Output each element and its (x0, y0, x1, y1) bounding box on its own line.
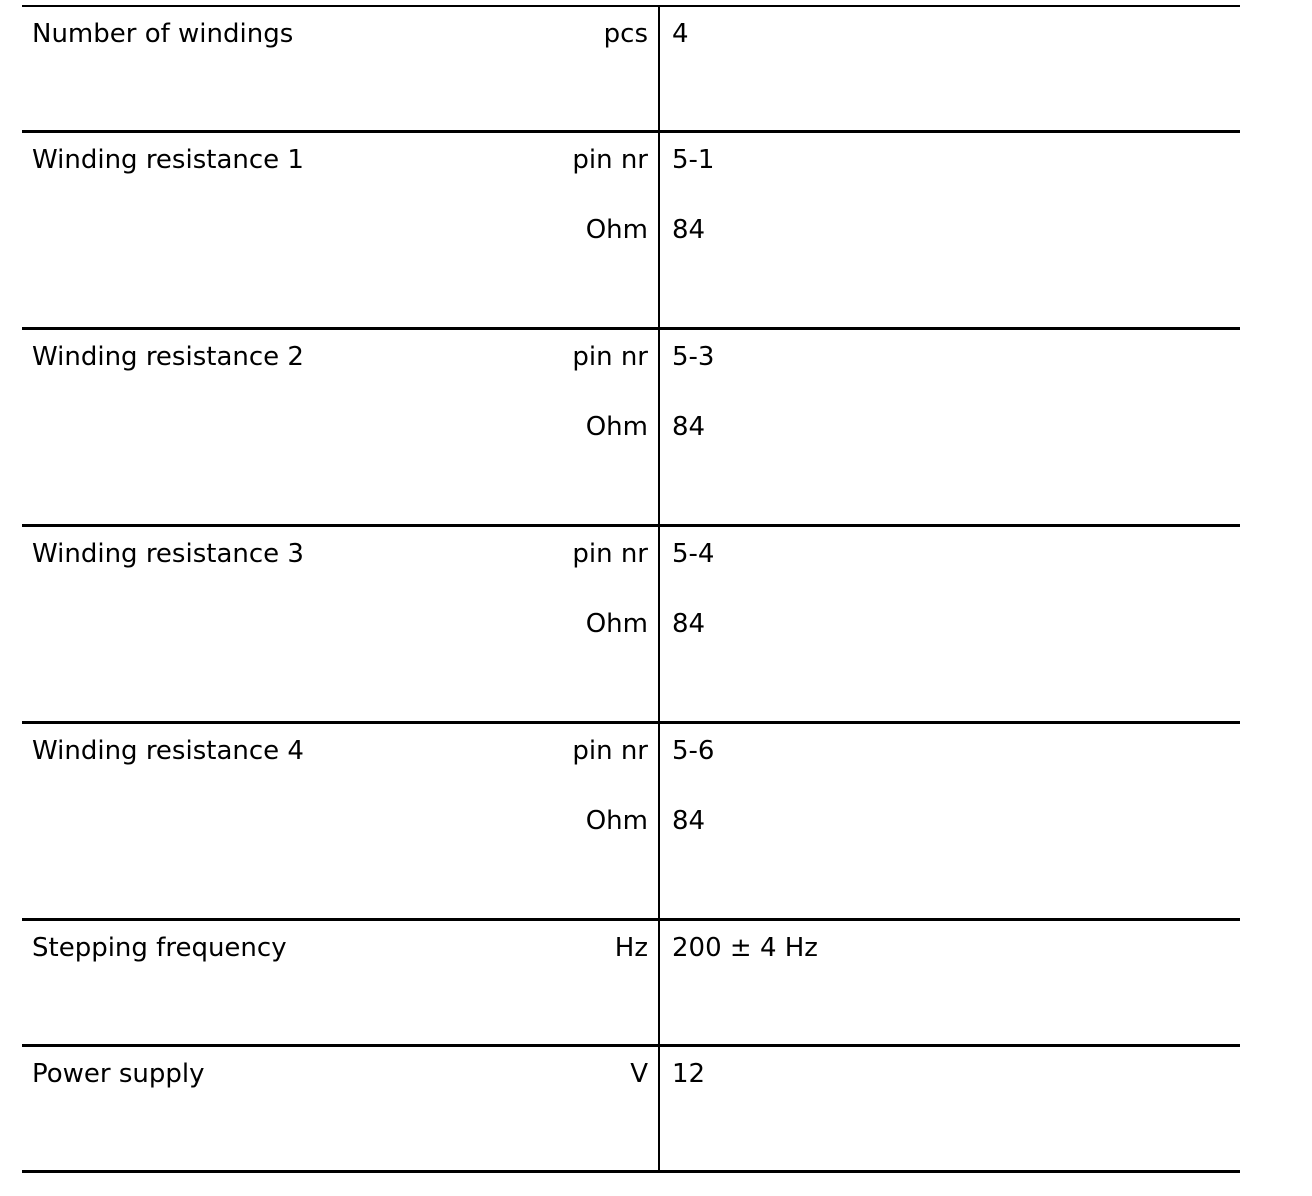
unit-label: V (630, 1059, 648, 1089)
value-text: 5-6 (672, 736, 715, 766)
parameter-name: Number of windings (32, 19, 294, 49)
parameter-cell (22, 527, 660, 721)
unit-label: pin nr (572, 736, 648, 766)
table-row (22, 133, 1240, 330)
value-cell (662, 921, 1240, 1044)
value-text: 4 (672, 19, 689, 49)
parameter-name: Power supply (32, 1059, 205, 1089)
spec-table (22, 5, 1240, 1173)
parameter-cell (22, 921, 660, 1044)
value-text: 5-3 (672, 342, 715, 372)
value-cell (662, 7, 1240, 130)
value-text: 84 (672, 215, 706, 245)
table-row (22, 1047, 1240, 1173)
value-cell (662, 724, 1240, 918)
parameter-cell (22, 330, 660, 524)
value-cell (662, 1047, 1240, 1170)
parameter-cell (22, 133, 660, 327)
parameter-name: Winding resistance 4 (32, 736, 304, 766)
parameter-name: Winding resistance 2 (32, 342, 304, 372)
unit-label: pcs (603, 19, 648, 49)
value-text: 200 ± 4 Hz (672, 933, 818, 963)
unit-label: Ohm (585, 609, 648, 639)
table-row (22, 921, 1240, 1047)
unit-label: pin nr (572, 342, 648, 372)
parameter-name: Winding resistance 3 (32, 539, 304, 569)
value-text: 5-4 (672, 539, 715, 569)
parameter-cell (22, 7, 660, 130)
unit-label: Hz (614, 933, 648, 963)
unit-label: pin nr (572, 145, 648, 175)
value-text: 84 (672, 412, 706, 442)
value-text: 84 (672, 806, 706, 836)
unit-label: pin nr (572, 539, 648, 569)
value-text: 84 (672, 609, 706, 639)
parameter-name: Stepping frequency (32, 933, 287, 963)
table-row (22, 724, 1240, 921)
table-row (22, 527, 1240, 724)
parameter-cell (22, 1047, 660, 1170)
value-cell (662, 133, 1240, 327)
table-row (22, 7, 1240, 133)
unit-label: Ohm (585, 412, 648, 442)
value-cell (662, 330, 1240, 524)
unit-label: Ohm (585, 215, 648, 245)
unit-label: Ohm (585, 806, 648, 836)
parameter-cell (22, 724, 660, 918)
table-row (22, 330, 1240, 527)
parameter-name: Winding resistance 1 (32, 145, 304, 175)
value-text: 5-1 (672, 145, 715, 175)
value-cell (662, 527, 1240, 721)
value-text: 12 (672, 1059, 706, 1089)
